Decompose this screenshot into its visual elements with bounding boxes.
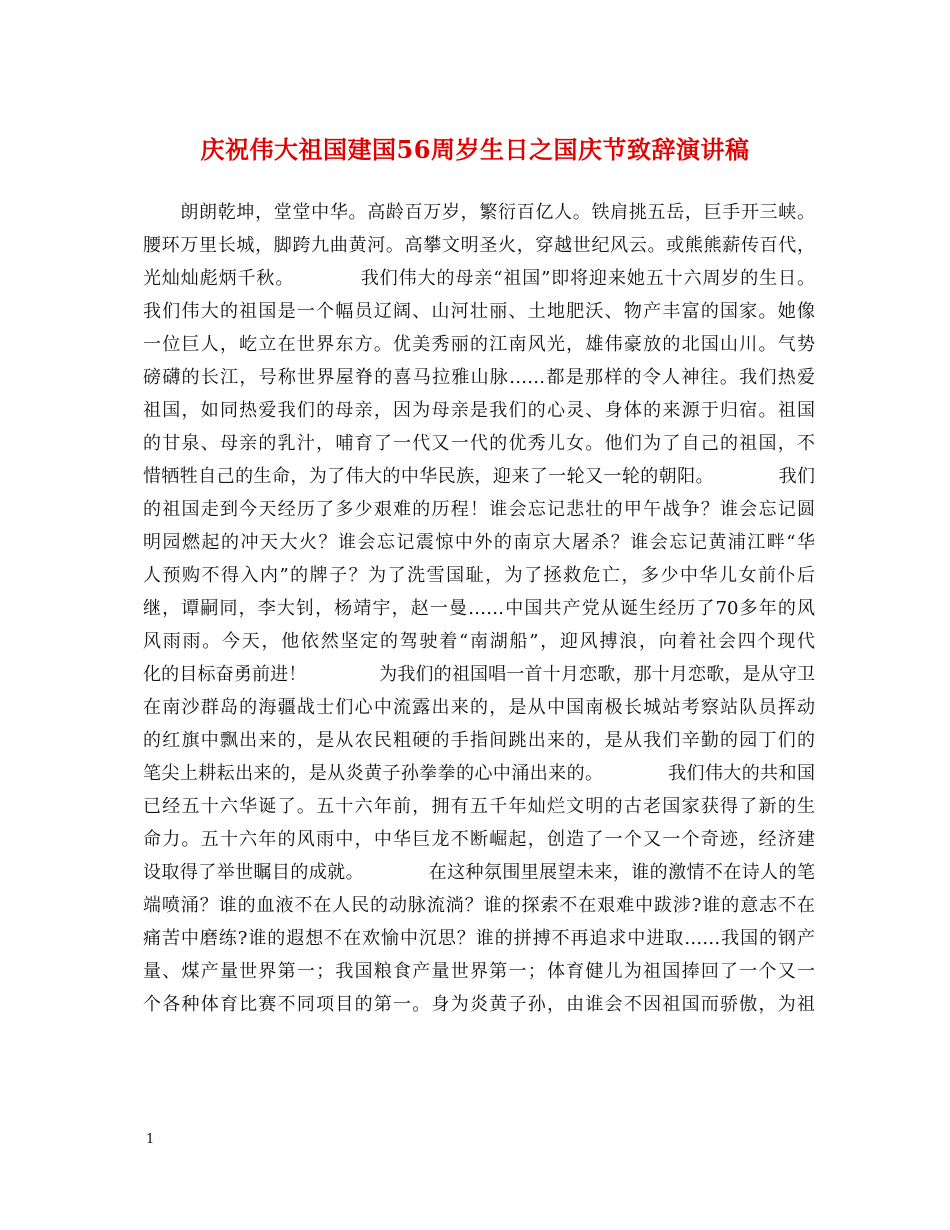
body-line: 磅礴的长江，号称世界屋脊的喜马拉雅山脉……都是那样的令人神往。我们热爱 (143, 367, 815, 388)
body-line: 我们伟大的祖国是一个幅员辽阔、山河壮丽、土地肥沃、物产丰富的国家。她像 (143, 301, 815, 322)
body-line: 惜牺牲自己的生命，为了伟大的中华民族，迎来了一轮又一轮的朝阳。 我们 (143, 466, 815, 487)
body-line: 腰环万里长城，脚跨九曲黄河。高攀文明圣火，穿越世纪风云。或熊熊薪传百代， (143, 235, 815, 256)
body-line: 笔尖上耕耘出来的，是从炎黄子孙拳拳的心中涌出来的。 我们伟大的共和国 (143, 763, 815, 784)
document-title: 庆祝伟大祖国建国56周岁生日之国庆节致辞演讲稿 (200, 135, 750, 164)
body-line: 的甘泉、母亲的乳汁，哺育了一代又一代的优秀儿女。他们为了自己的祖国，不 (143, 433, 815, 454)
body-line: 人预购不得入内”的牌子？为了洗雪国耻，为了拯救危亡，多少中华儿女前仆后 (143, 565, 815, 586)
body-line: 量、煤产量世界第一；我国粮食产量世界第一；体育健儿为祖国捧回了一个又一 (143, 961, 815, 982)
body-line: 风雨雨。今天，他依然坚定的驾驶着“南湖船”，迎风搏浪，向着社会四个现代 (143, 631, 815, 652)
body-line: 已经五十六华诞了。五十六年前，拥有五千年灿烂文明的古老国家获得了新的生 (143, 796, 815, 817)
body-line: 化的目标奋勇前进！ 为我们的祖国唱一首十月恋歌，那十月恋歌，是从守卫 (143, 664, 815, 685)
body-line: 继，谭嗣同，李大钊，杨靖宇，赵一曼……中国共产党从诞生经历了70多年的风 (143, 598, 815, 619)
body-line: 的红旗中飘出来的，是从农民粗硬的手指间跳出来的，是从我们辛勤的园丁们的 (143, 730, 815, 751)
body-line: 个各种体育比赛不同项目的第一。身为炎黄子孙，由谁会不因祖国而骄傲，为祖 (143, 994, 815, 1015)
body-line: 痛苦中磨练?谁的遐想不在欢愉中沉思？谁的拼搏不再追求中进取……我国的钢产 (143, 928, 815, 949)
body-line: 端喷涌？谁的血液不在人民的动脉流淌？谁的探索不在艰难中跋涉?谁的意志不在 (143, 895, 815, 916)
page-number: 1 (146, 1132, 155, 1147)
body-line: 设取得了举世瞩目的成就。 在这种氛围里展望未来，谁的激情不在诗人的笔 (143, 862, 815, 883)
body-line: 一位巨人，屹立在世界东方。优美秀丽的江南风光，雄伟豪放的北国山川。气势 (143, 334, 815, 355)
body-line: 祖国，如同热爱我们的母亲，因为母亲是我们的心灵、身体的来源于归宿。祖国 (143, 400, 815, 421)
body-line: 在南沙群岛的海疆战士们心中流露出来的，是从中国南极长城站考察站队员挥动 (143, 697, 815, 718)
body-line: 朗朗乾坤，堂堂中华。高龄百万岁，繁衍百亿人。铁肩挑五岳，巨手开三峡。 (143, 202, 815, 223)
body-line: 的祖国走到今天经历了多少艰难的历程！谁会忘记悲壮的甲午战争？谁会忘记圆 (143, 499, 815, 520)
body-line: 命力。五十六年的风雨中，中华巨龙不断崛起，创造了一个又一个奇迹，经济建 (143, 829, 815, 850)
body-line: 光灿灿彪炳千秋。 我们伟大的母亲“祖国”即将迎来她五十六周岁的生日。 (143, 268, 815, 289)
body-line: 明园燃起的冲天大火？谁会忘记震惊中外的南京大屠杀？谁会忘记黄浦江畔“华 (143, 532, 815, 553)
document-body (143, 196, 815, 1021)
